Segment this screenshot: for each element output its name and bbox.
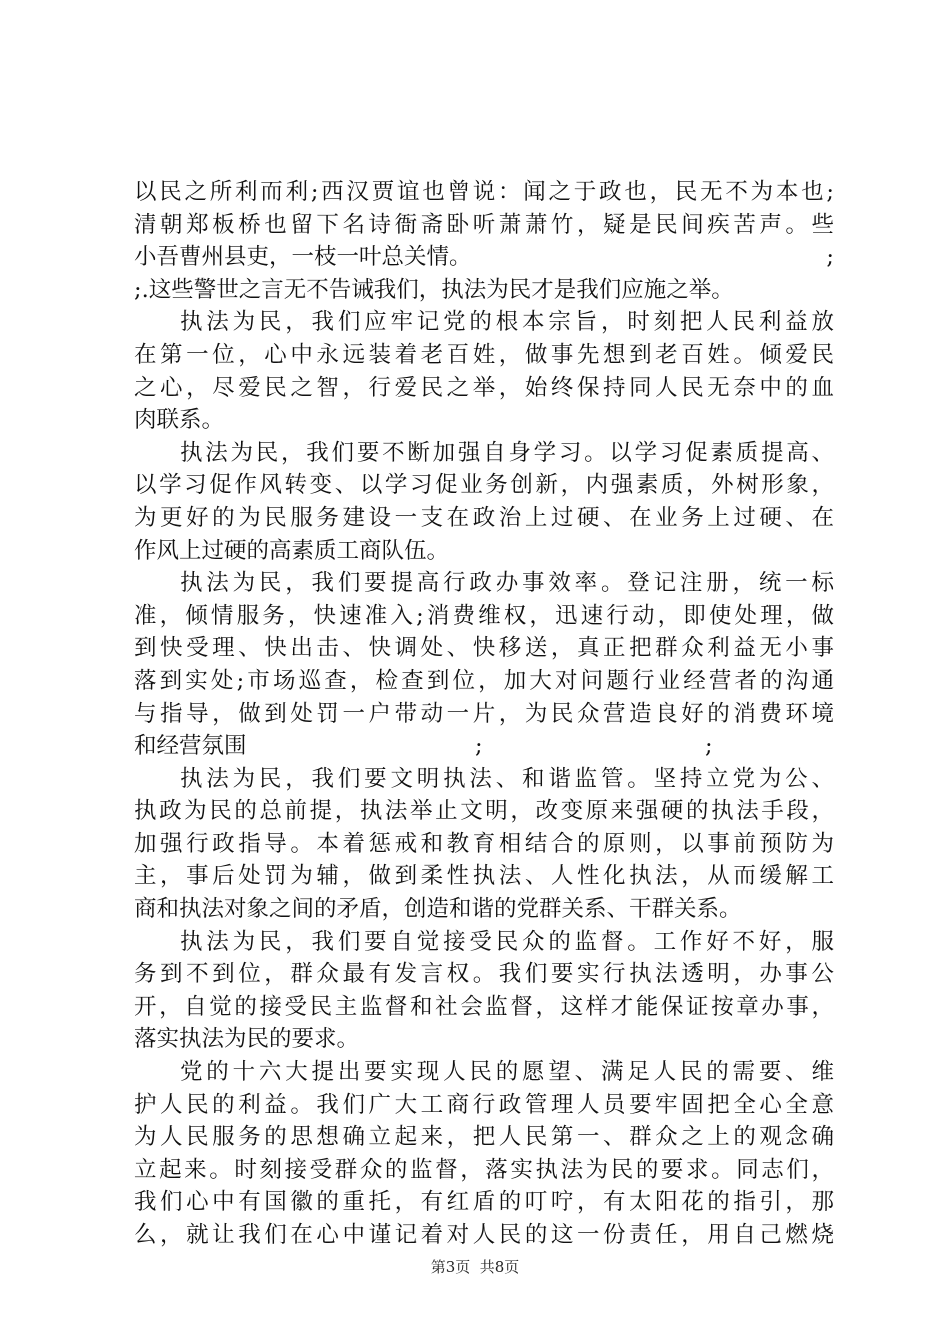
- document-body: [134, 176, 834, 1252]
- text-line: 主，事后处罚为辅，做到柔性执法、人性化执法，从而缓解工: [134, 863, 834, 890]
- text-segment: 和经营氛围: [134, 733, 247, 760]
- page-footer: [0, 1257, 950, 1277]
- text-segment: ;: [475, 733, 483, 760]
- text-segment: ;: [705, 733, 713, 760]
- text-line: 我们心中有国徽的重托，有红盾的叮咛，有太阳花的指引，那: [134, 1189, 834, 1216]
- text-line: 执法为民，我们要提高行政办事效率。登记注册，统一标: [180, 570, 834, 597]
- text-line: 准，倾情服务，快速准入;消费维权，迅速行动，即使处理，做: [134, 602, 834, 629]
- text-line: ;.这些警世之言无不告诫我们，执法为民才是我们应施之举。: [134, 276, 734, 303]
- text-line: 之心，尽爱民之智，行爱民之举，始终保持同人民无奈中的血: [134, 374, 834, 401]
- text-line: 党的十六大提出要实现人民的愿望、满足人民的需要、维: [180, 1059, 834, 1086]
- text-line: 为更好的为民服务建设一支在政治上过硬、在业务上过硬、在: [134, 504, 834, 531]
- text-line: 商和执法对象之间的矛盾，创造和谐的党群关系、干群关系。: [134, 896, 742, 923]
- text-line: 加强行政指导。本着惩戒和教育相结合的原则，以事前预防为: [134, 830, 834, 857]
- text-line: 到快受理、快出击、快调处、快移送，真正把群众利益无小事: [134, 635, 834, 662]
- text-line: 执法为民，我们要自觉接受民众的监督。工作好不好，服: [180, 928, 834, 955]
- text-line: 与指导，做到处罚一户带动一片，为民众营造良好的消费环境: [134, 700, 834, 727]
- text-line: 么，就让我们在心中谨记着对人民的这一份责任，用自己燃烧: [134, 1222, 834, 1248]
- text-line: [134, 241, 834, 274]
- text-segment: ;: [826, 244, 834, 271]
- text-line: 落到实处;市场巡查，检查到位，加大对问题行业经营者的沟通: [134, 667, 834, 694]
- text-line: 护人民的利益。我们广大工商行政管理人员要牢固把全心全意: [134, 1091, 834, 1118]
- text-line: 执法为民，我们应牢记党的根本宗旨，时刻把人民利益放: [180, 309, 834, 336]
- text-line: 开，自觉的接受民主监督和社会监督，这样才能保证按章办事，: [134, 993, 834, 1020]
- text-line: 为人民服务的思想确立起来，把人民第一、群众之上的观念确: [134, 1124, 834, 1151]
- text-line: 立起来。时刻接受群众的监督，落实执法为民的要求。同志们，: [134, 1156, 834, 1183]
- text-line: 落实执法为民的要求。: [134, 1026, 360, 1053]
- text-line: 在第一位，心中永远装着老百姓，做事先想到老百姓。倾爱民: [134, 341, 834, 368]
- text-line: 执法为民，我们要不断加强自身学习。以学习促素质提高、: [180, 439, 834, 466]
- text-line: 执政为民的总前提，执法举止文明，改变原来强硬的执法手段，: [134, 798, 834, 825]
- text-line: 执法为民，我们要文明执法、和谐监管。坚持立党为公、: [180, 765, 834, 792]
- text-segment: 小吾曹州县吏，一枝一叶总关情。: [134, 244, 472, 271]
- text-line: 务到不到位，群众最有发言权。我们要实行执法透明，办事公: [134, 961, 834, 988]
- text-line: 肉联系。: [134, 407, 225, 434]
- page-number-label: 第3页 共8页: [430, 1258, 520, 1276]
- text-line: 以民之所利而利;西汉贾谊也曾说：闻之于政也，民无不为本也;: [134, 179, 834, 205]
- text-line: [134, 730, 834, 763]
- text-line: 以学习促作风转变、以学习促业务创新，内强素质，外树形象，: [134, 472, 834, 499]
- text-line: 清朝郑板桥也留下名诗衙斋卧听萧萧竹，疑是民间疾苦声。些: [134, 211, 834, 238]
- text-line: 作风上过硬的高素质工商队伍。: [134, 537, 450, 564]
